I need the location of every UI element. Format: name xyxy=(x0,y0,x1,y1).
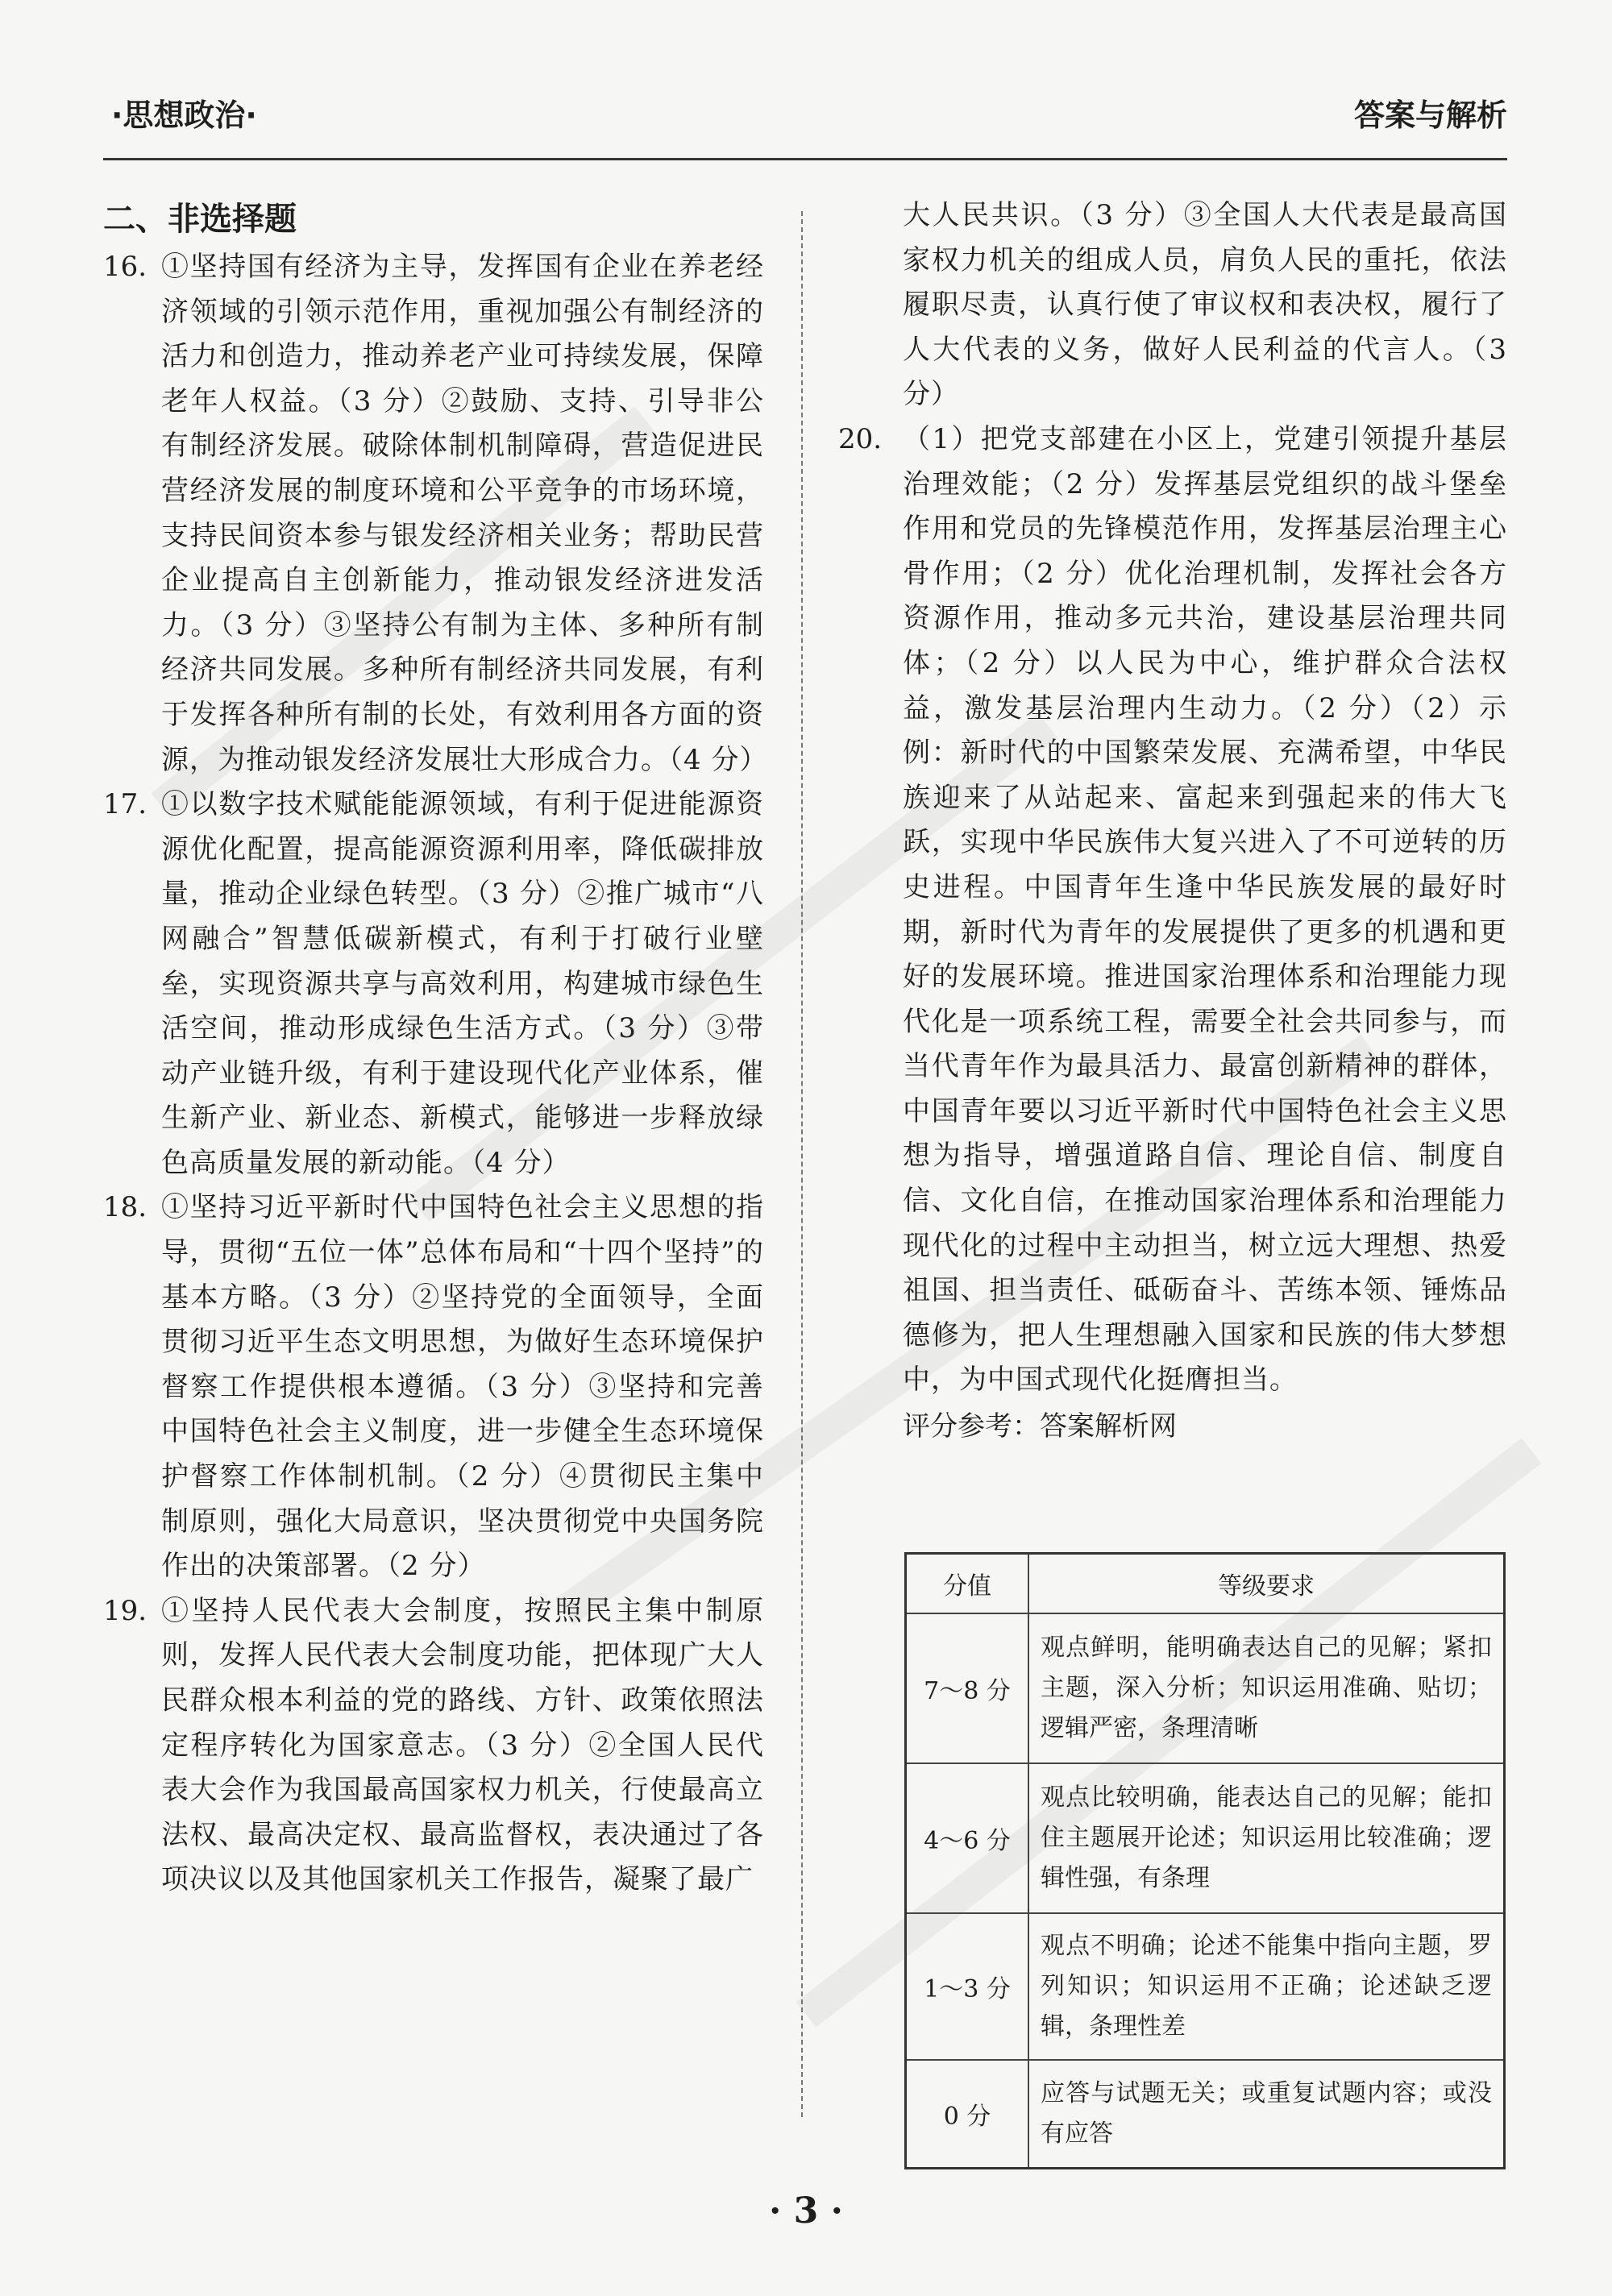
requirement-cell: 观点鲜明，能明确表达自己的见解；紧扣主题，深入分析；知识运用准确、贴切；逻辑严密，条理清晰 xyxy=(1028,1613,1505,1763)
grading-reference-label: 评分参考：答案解析网 xyxy=(903,1410,1177,1443)
answer-item xyxy=(103,245,768,783)
section-title: 二、非选择题 xyxy=(103,201,297,238)
item-number: 16. xyxy=(103,251,147,283)
score-cell: 7～8 分 xyxy=(906,1613,1029,1763)
score-cell: 1～3 分 xyxy=(906,1913,1029,2060)
table-header: 分值 xyxy=(906,1554,1029,1614)
answer-item xyxy=(103,783,764,1185)
item-19-continuation: 大人民共识。（3 分）③全国人大代表是最高国家权力机关的组成人员，肩负人民的重托，依法履职尽责，认真行使了审议权和表决权，履行了人大代表的义务，做好人民利益的代言人。（3 分） xyxy=(903,199,1507,411)
requirement-cell: 观点不明确；论述不能集中指向主题，罗列知识；知识运用不正确；论述缺乏逻辑，条理性差 xyxy=(1028,1913,1505,2060)
table-row xyxy=(906,1763,1505,1913)
requirement-cell: 应答与试题无关；或重复试题内容；或没有应答 xyxy=(1028,2060,1505,2168)
item-number: 17. xyxy=(103,788,147,821)
item-text: ①坚持人民代表大会制度，按照民主集中制原则，发挥人民代表大会制度功能，把体现广大人民群众根本利益的党的路线、方针、政策依照法定程序转化为国家意志。（3 分）②全国人民代表大会作为我国最高国家权力机关，行使最高立法权、最高决定权、最高监督权，表决通过了各项决议以及其他国家机关工作报告，凝聚了最广 xyxy=(161,1594,764,1896)
right-column xyxy=(838,193,1507,1450)
table-row xyxy=(906,1613,1505,1763)
table-row xyxy=(906,2060,1505,2168)
requirement-cell: 观点比较明确，能表达自己的见解；能扣住主题展开论述；知识运用比较准确；逻辑性强，有条理 xyxy=(1028,1763,1505,1913)
header-divider xyxy=(103,158,1507,160)
subject-title: ·思想政治· xyxy=(111,98,257,133)
item-text: ①以数字技术赋能能源领域，有利于促进能源资源优化配置，提高能源资源利用率，降低碳排放量，推动企业绿色转型。（3 分）②推广城市“八网融合”智慧低碳新模式，有利于打破行业壁垒，实现资源共享与高效利用，构建城市绿色生活空间，推动形成绿色生活方式。（3 分）③带动产业链升级，有利于建设现代化产业体系，催生新产业、新业态、新模式，能够进一步释放绿色高质量发展的新动能。（4 分） xyxy=(161,788,764,1179)
item-text: ①坚持国有经济为主导，发挥国有企业在养老经济领域的引领示范作用，重视加强公有制经济的活力和创造力，推动养老产业可持续发展，保障老年人权益。（3 分）②鼓励、支持、引导非公有制经济发展。破除体制机制障碍，营造促进民营经济发展的制度环境和公平竞争的市场环境，支持民间资本参与银发经济相关业务；帮助民营企业提高自主创新能力，推动银发经济进发活力。（3 分）③坚持公有制为主体、多种所有制经济共同发展。多种所有制经济共同发展，有利于发挥各种所有制的长处，有效利用各方面的资源，为推动银发经济发展壮大形成合力。（4 分） xyxy=(161,251,768,776)
left-column xyxy=(103,193,768,1903)
item-number: 19. xyxy=(103,1594,147,1627)
table-header-row xyxy=(906,1554,1505,1614)
item-text: （1）把党支部建在小区上，党建引领提升基层治理效能；（2 分）发挥基层党组织的战斗堡垒作用和党员的先锋模范作用，发挥基层治理主心骨作用；（2 分）优化治理机制，发挥社会各方资源作用，推动多元共治，建设基层治理共同体；（2 分）以人民为中心，维护群众合法权益，激发基层治理内生动力。（2 分）（2）示例：新时代的中国繁荣发展、充满希望，中华民族迎来了从站起来、富起来到强起来的伟大飞跃，实现中华民族伟大复兴进入了不可逆转的历史进程。中国青年生逢中华民族发展的最好时期，新时代为青年的发展提供了更多的机遇和更好的发展环境。推进国家治理体系和治理能力现代化是一项系统工程，需要全社会共同参与，而当代青年作为最具活力、最富创新精神的群体，中国青年要以习近平新时代中国特色社会主义思想为指导，增强道路自信、理论自信、制度自信、文化自信，在推动国家治理体系和治理能力现代化的过程中主动担当，树立远大理想、热爱祖国、担当责任、砥砺奋斗、苦练本领、锤炼品德修为，把人生理想融入国家和民族的伟大梦想中，为中国式现代化挺膺担当。 xyxy=(903,422,1507,1397)
table-header: 等级要求 xyxy=(1028,1554,1505,1614)
answer-item xyxy=(103,1589,764,1903)
item-number: 18. xyxy=(103,1191,147,1224)
score-cell: 4～6 分 xyxy=(906,1763,1029,1913)
column-divider xyxy=(801,211,803,2117)
table-row xyxy=(906,1913,1505,2060)
score-cell: 0 分 xyxy=(906,2060,1029,2168)
item-number: 20. xyxy=(838,422,883,455)
answer-item xyxy=(838,417,1507,1403)
item-text: ①坚持习近平新时代中国特色社会主义思想的指导，贯彻“五位一体”总体布局和“十四个坚持”的基本方略。（3 分）②坚持党的全面领导，全面贯彻习近平生态文明思想，为做好生态环境保护督察工作提供根本遵循。（3 分）③坚持和完善中国特色社会主义制度，进一步健全生态环境保护督察工作体制机制。（2 分）④贯彻民主集中制原则，强化大局意识，坚决贯彻党中央国务院作出的决策部署。（2 分） xyxy=(161,1191,764,1583)
section-header: 答案与解析 xyxy=(1353,98,1507,133)
answer-item xyxy=(103,1185,764,1588)
grading-table xyxy=(904,1552,1506,2169)
page-number: · 3 · xyxy=(769,2190,843,2232)
